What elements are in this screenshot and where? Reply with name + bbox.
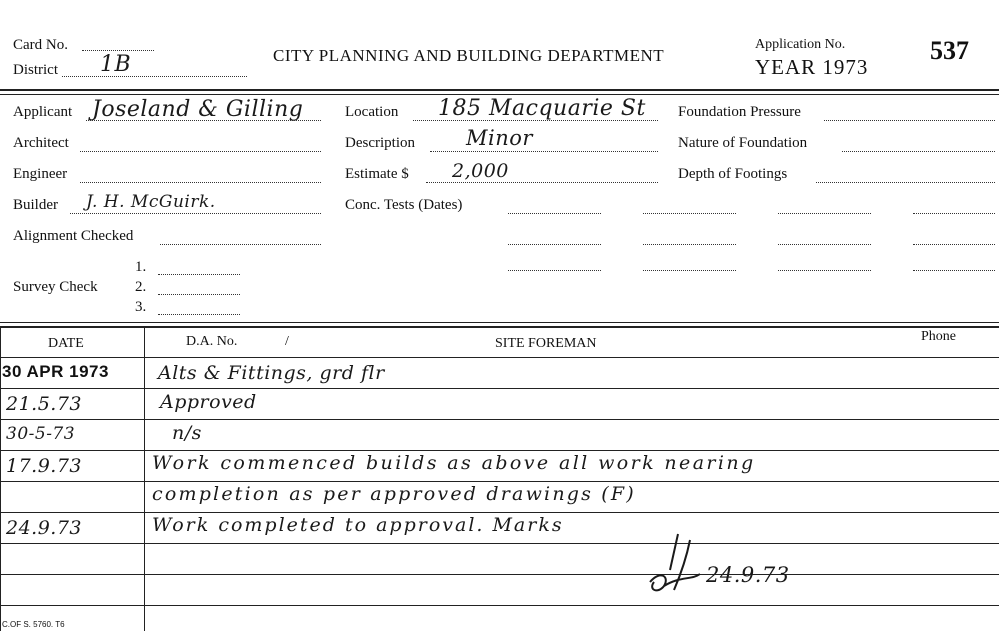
row-line-3 <box>0 450 999 451</box>
conc-line-a3 <box>508 270 601 271</box>
table-left-border <box>0 328 1 631</box>
estimate-line <box>426 182 658 183</box>
conc-line-d3 <box>913 270 995 271</box>
conc-line-b2 <box>643 244 736 245</box>
location-value: 185 Macquarie St <box>438 96 646 121</box>
conc-line-d1 <box>913 213 995 214</box>
conc-line-a2 <box>508 244 601 245</box>
card-no-label: Card No. <box>13 37 68 53</box>
row-1-date: 30 APR 1973 <box>2 362 109 381</box>
conc-line-c1 <box>778 213 871 214</box>
survey-3-line <box>158 314 240 315</box>
description-label: Description <box>345 135 415 151</box>
builder-value: J. H. McGuirk. <box>86 192 216 212</box>
row-4-date: 17.9.73 <box>6 455 83 477</box>
conc-line-b1 <box>643 213 736 214</box>
engineer-line <box>80 182 321 183</box>
foundation-pressure-line <box>824 120 995 121</box>
survey-1-label: 1. <box>135 259 147 275</box>
date-header: DATE <box>48 336 84 351</box>
application-label: Application No. <box>755 37 846 52</box>
location-label: Location <box>345 104 399 120</box>
application-number: 537 <box>930 36 969 65</box>
row-line-4 <box>0 481 999 482</box>
card-no-line <box>82 50 154 51</box>
conc-tests-label: Conc. Tests (Dates) <box>345 197 463 213</box>
survey-3-label: 3. <box>135 299 147 315</box>
survey-2-label: 2. <box>135 279 147 295</box>
row-2-text: Approved <box>160 391 257 413</box>
row-line-5 <box>0 512 999 513</box>
applicant-line <box>86 120 321 121</box>
row-6-date: 24.9.73 <box>6 517 83 539</box>
architect-line <box>80 151 321 152</box>
phone-header: Phone <box>921 329 956 344</box>
estimate-label: Estimate $ <box>345 166 409 182</box>
architect-label: Architect <box>13 135 69 151</box>
nature-line <box>842 151 995 152</box>
row-5-text: completion as per approved drawings (F) <box>152 483 636 505</box>
row-line-7 <box>0 574 999 575</box>
survey-1-line <box>158 274 240 275</box>
conc-line-b3 <box>643 270 736 271</box>
header-rule-2 <box>0 94 999 95</box>
da-header: D.A. No. <box>186 334 238 349</box>
description-value: Minor <box>466 126 533 150</box>
row-3-date: 30-5-73 <box>6 424 76 444</box>
row-line-1 <box>0 388 999 389</box>
row-3-text: n/s <box>172 422 202 444</box>
da-value: / <box>285 334 289 349</box>
builder-line <box>70 213 321 214</box>
row-line-8 <box>0 605 999 606</box>
date-column-divider <box>144 328 145 631</box>
row-4-text: Work commenced builds as above all work nearing <box>152 452 756 474</box>
form-code: C.OF S. 5760. T6 <box>2 620 65 629</box>
builder-label: Builder <box>13 197 58 213</box>
table-rule-top-2 <box>0 326 999 328</box>
applicant-value: Joseland & Gilling <box>92 97 304 122</box>
survey-label: Survey Check <box>13 279 98 295</box>
signature-date: 24.9.73 <box>706 563 790 587</box>
location-line <box>413 120 658 121</box>
district-line <box>62 76 247 77</box>
header-rule <box>0 89 999 91</box>
description-line <box>430 151 658 152</box>
depth-label: Depth of Footings <box>678 166 788 182</box>
engineer-label: Engineer <box>13 166 68 182</box>
row-line-2 <box>0 419 999 420</box>
conc-line-c3 <box>778 270 871 271</box>
district-label: District <box>13 62 58 78</box>
site-foreman-header: SITE FOREMAN <box>495 336 597 351</box>
depth-line <box>816 182 995 183</box>
conc-line-d2 <box>913 244 995 245</box>
estimate-value: 2,000 <box>452 160 509 182</box>
row-2-date: 21.5.73 <box>6 393 83 415</box>
conc-line-a1 <box>508 213 601 214</box>
foundation-pressure-label: Foundation Pressure <box>678 104 801 120</box>
row-1-text: Alts & Fittings, grd flr <box>158 362 385 384</box>
district-value: 1B <box>100 52 132 77</box>
row-6-text: Work completed to approval. Marks <box>152 514 564 536</box>
row-line-6 <box>0 543 999 544</box>
department-title: CITY PLANNING AND BUILDING DEPARTMENT <box>273 46 665 65</box>
table-rule-top <box>0 322 999 323</box>
alignment-label: Alignment Checked <box>13 228 134 244</box>
applicant-label: Applicant <box>13 104 73 120</box>
year-text: YEAR 1973 <box>755 55 869 79</box>
conc-line-c2 <box>778 244 871 245</box>
alignment-line <box>160 244 321 245</box>
row-line-0 <box>0 357 999 358</box>
survey-2-line <box>158 294 240 295</box>
nature-label: Nature of Foundation <box>678 135 808 151</box>
